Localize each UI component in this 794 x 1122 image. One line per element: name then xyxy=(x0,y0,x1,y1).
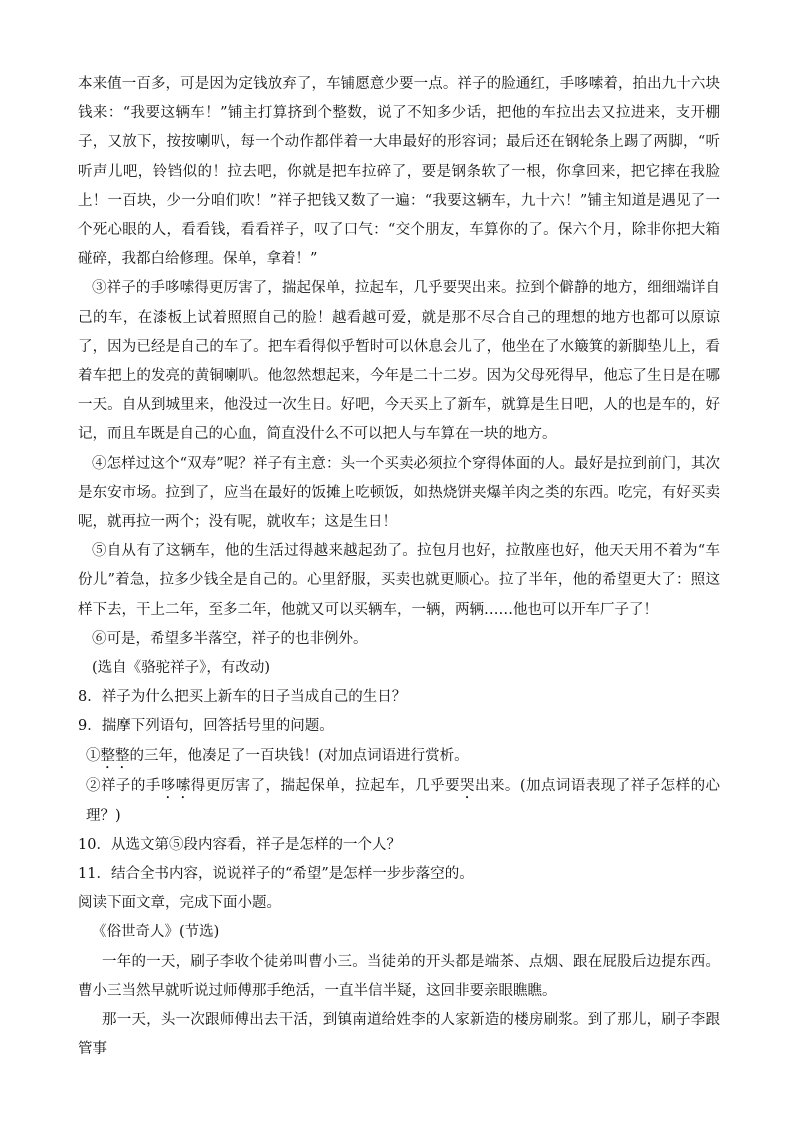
passage-paragraph-3: ③祥子的手哆嗦得更厉害了，揣起保单，拉起车，几乎要哭出来。拉到个僻静的地方，细细端详自己的车，在漆板上试着照照自己的脸！越看越可爱，就是那不尽合自己的理想的地方也都可以原谅了，因为已经是自己的车了。把车看得似乎暂时可以休息会儿了，他坐在了水簸箕的新脚垫儿上，看着车把上的发亮的黄铜喇叭。他忽然想起来，今年是二十二岁。因为父母死得早，他忘了生日是在哪一天。自从到城里来，他没过一次生日。好吧，今天买上了新车，就算是生日吧，人的也是车的，好记，而且车既是自己的心血，简直没什么不可以把人与车算在一块的地方。 xyxy=(78,280,720,443)
passage-paragraph-6: ⑥可是，希望多半落空，祥子的也非例外。 xyxy=(92,630,368,647)
section-intro: 阅读下面文章，完成下面小题。 xyxy=(78,895,281,912)
question-9-item-2: ②祥子的手哆嗦得更厉害了，揣起保单，拉起车，几乎要哭出来。(加点词语表现了祥子怎样的心理？) xyxy=(86,777,721,824)
question-9: 9．揣摩下列语句，回答括号里的问题。 xyxy=(78,718,334,735)
dotted-word: 哭 xyxy=(460,777,475,794)
passage-paragraph-5: ⑤自从有了这辆车，他的生活过得越来越起劲了。拉包月也好，拉散座也好，他天天用不着为“车份儿”着急，拉多少钱全是自己的。心里舒服，买卖也就更顺心。拉了半年，他的希望更大了：照这样下去，干上二年，至多二年，他就又可以买辆车，一辆，两辆……他也可以开车厂子了！ xyxy=(78,543,720,618)
passage-source: (选自《骆驼祥子》，有改动) xyxy=(92,660,271,677)
question-11: 11．结合全书内容，说说祥子的“希望”是怎样一步步落空的。 xyxy=(78,866,474,883)
passage-paragraph-2: 本来值一百多，可是因为定钱放弃了，车铺愿意少要一点。祥子的脸通红，手哆嗦着，拍出九十六块钱来：“我要这辆车！”铺主打算挤到个整数，说了不知多少话，把他的车拉出去又拉进来，支开棚子，又放下，按按喇叭，每一个动作都伴着一大串最好的形容词；最后还在钢轮条上踢了两脚，“听听声儿吧，铃铛似的！拉去吧，你就是把车拉碎了，要是钢条软了一根，你拿回来，把它摔在我脸上！一百块，少一分咱们吹！”祥子把钱又数了一遍：“我要这辆车，九十六！”铺主知道是遇见了一个死心眼的人，看看钱，看看祥子，叹了口气：“交个朋友，车算你的了。保六个月，除非你把大箱碰碎，我都白给修理。保单，拿着！” xyxy=(78,76,720,268)
passage-paragraph-4: ④怎样过这个“双寿”呢？祥子有主意：头一个买卖必须拉个穿得体面的人。最好是拉到前门，其次是东安市场。拉到了，应当在最好的饭摊上吃顿饭，如热烧饼夹爆羊肉之类的东西。吃完，有好买卖呢，就再拉一两个；没有呢，就收车；这是生日！ xyxy=(78,455,720,531)
excerpt-paragraph-2: 那一天，头一次跟师傅出去干活，到镇南道给姓李的人家新造的楼房刷浆。到了那儿，刷子李跟管事 xyxy=(78,1012,720,1058)
dotted-word: 哆嗦 xyxy=(160,777,191,794)
dotted-word: 整整 xyxy=(100,747,130,764)
question-8: 8．祥子为什么把买上新车的日子当成自己的生日？ xyxy=(78,689,407,706)
excerpt-paragraph-1: 一年的一天，刷子李收个徒弟叫曹小三。当徒弟的开头都是端茶、点烟、跟在屁股后边提东西。曹小三当然早就听说过师傅那手绝活，一直半信半疑，这回非要亲眼瞧瞧。 xyxy=(78,953,720,999)
excerpt-title: 《俗世奇人》(节选) xyxy=(92,924,220,941)
question-9-item-1: ①整整的三年，他凑足了一百块钱！(对加点词语进行赏析。 xyxy=(86,747,469,764)
document-page xyxy=(78,70,720,1065)
question-10: 10．从选文第⑤段内容看，祥子是怎样的一个人？ xyxy=(78,836,401,853)
